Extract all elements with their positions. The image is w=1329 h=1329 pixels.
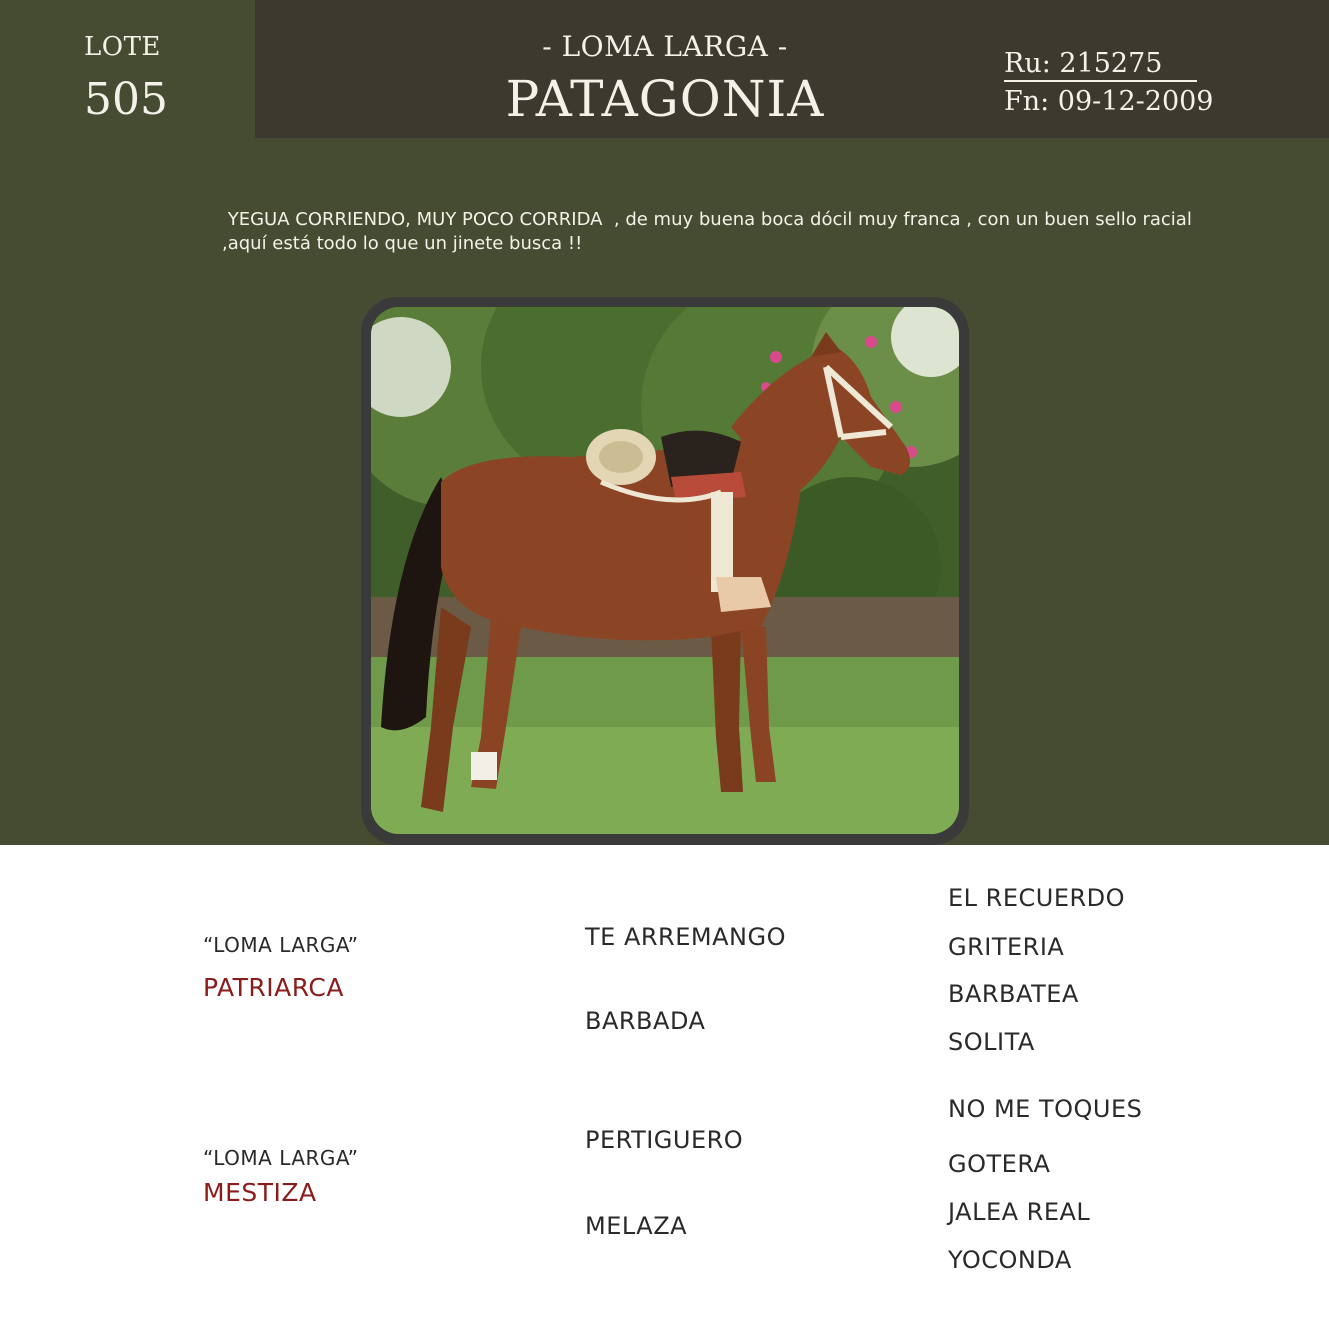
- registration-number: Ru: 215275: [1004, 48, 1197, 82]
- lote-label: LOTE: [84, 32, 161, 62]
- dam-dam: MELAZA: [585, 1212, 688, 1240]
- sire-sire: TE ARREMANGO: [585, 923, 786, 951]
- sire-prefix: “LOMA LARGA”: [203, 933, 359, 957]
- horse-photo: [371, 307, 959, 834]
- horse-illustration: [371, 307, 959, 834]
- photo-frame: [361, 297, 969, 845]
- grandparent-5: NO ME TOQUES: [948, 1095, 1143, 1123]
- horse-name: PATAGONIA: [505, 70, 825, 128]
- dam-prefix: “LOMA LARGA”: [203, 1146, 359, 1170]
- dam-sire: PERTIGUERO: [585, 1126, 744, 1154]
- lote-number: 505: [84, 74, 168, 125]
- sire-dam: BARBADA: [585, 1007, 706, 1035]
- grandparent-8: YOCONDA: [948, 1246, 1072, 1274]
- haras-name: - LOMA LARGA -: [542, 30, 788, 63]
- grandparent-6: GOTERA: [948, 1150, 1051, 1178]
- dam-name: MESTIZA: [203, 1178, 317, 1207]
- sire-name: PATRIARCA: [203, 973, 344, 1002]
- grandparent-7: JALEA REAL: [948, 1198, 1091, 1226]
- description: [222, 208, 1262, 256]
- grandparent-2: GRITERIA: [948, 933, 1065, 961]
- description-line-2: ,aquí está todo lo que un jinete busca !!: [222, 233, 583, 254]
- birth-date: Fn: 09-12-2009: [1004, 86, 1214, 117]
- grandparent-3: BARBATEA: [948, 980, 1079, 1008]
- grandparent-4: SOLITA: [948, 1028, 1035, 1056]
- grandparent-1: EL RECUERDO: [948, 884, 1126, 912]
- description-line-1: YEGUA CORRIENDO, MUY POCO CORRIDA , de muy buena boca dócil muy franca , con un buen sello racial: [222, 209, 1192, 230]
